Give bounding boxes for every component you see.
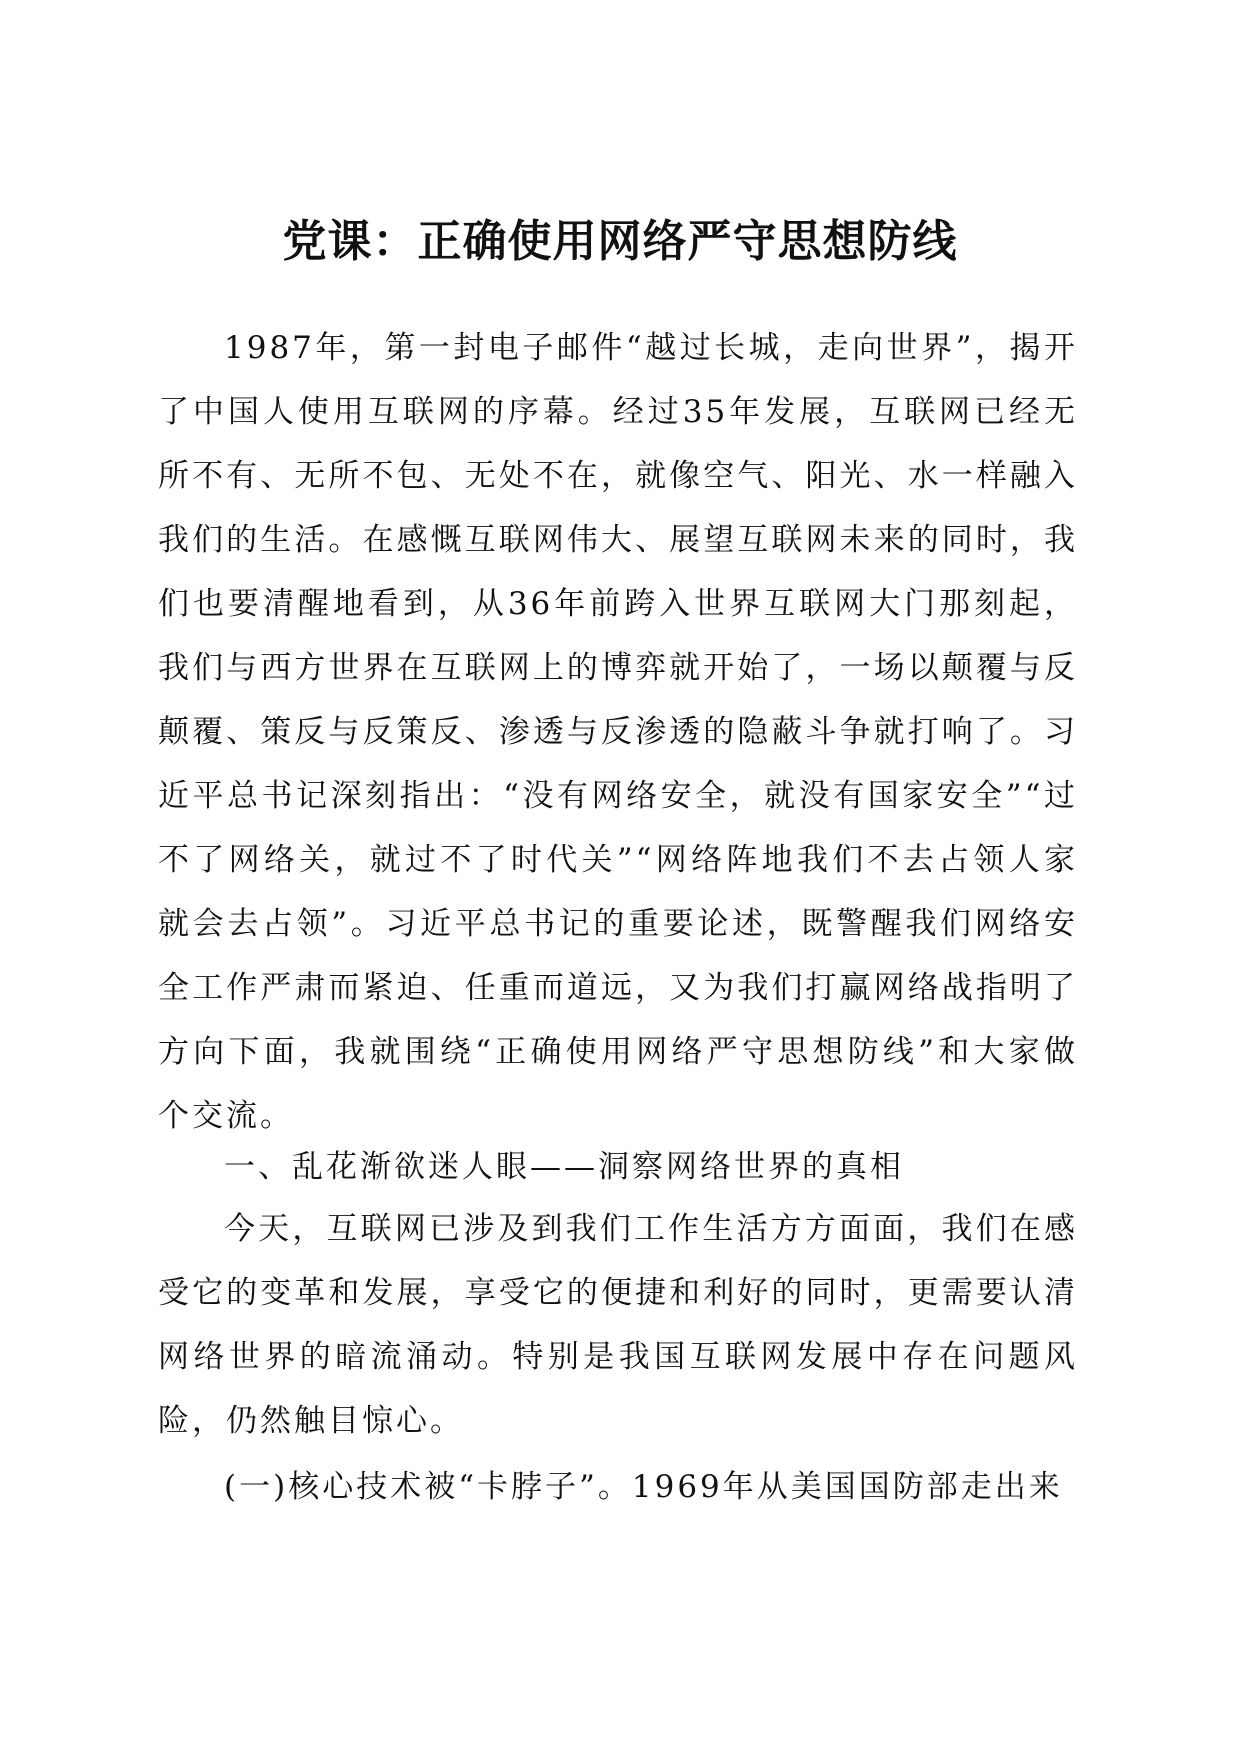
section-heading: 一、乱花渐欲迷人眼——洞察网络世界的真相 [224,1149,904,1185]
paragraph-core-technology: (一)核心技术被“卡脖子”。1969年从美国国防部走出来 [224,1469,1063,1505]
document-title: 党课：正确使用网络严守思想防线 [282,216,958,267]
paragraph-internet-risks: 今天，互联网已涉及到我们工作生活方方面面，我们在感受它的变革和发展，享受它的便捷和利好的同时，更需要认清网络世界的暗流涌动。特别是我国互联网发展中存在问题风险，仍然触目惊心。 [158,1211,1078,1439]
paragraph-intro: 1987年，第一封电子邮件“越过长城，走向世界”，揭开了中国人使用互联网的序幕。经过35年发展，互联网已经无所不有、无所不包、无处不在，就像空气、阳光、水一样融入我们的生活。在感慨互联网伟大、展望互联网未来的同时，我们也要清醒地看到，从36年前跨入世界互联网大门那刻起，我们与西方世界在互联网上的博弈就开始了，一场以颠覆与反颠覆、策反与反策反、渗透与反渗透的隐蔽斗争就打响了。习近平总书记深刻指出：“没有网络安全，就没有国家安全”“过不了网络关，就过不了时代关”“网络阵地我们不去占领人家就会去占领”。习近平总书记的重要论述，既警醒我们网络安全工作严肃而紧迫、任重而道远，又为我们打赢网络战指明了方向下面，我就围绕“正确使用网络严守思想防线”和大家做个交流。 [158,330,1078,1134]
